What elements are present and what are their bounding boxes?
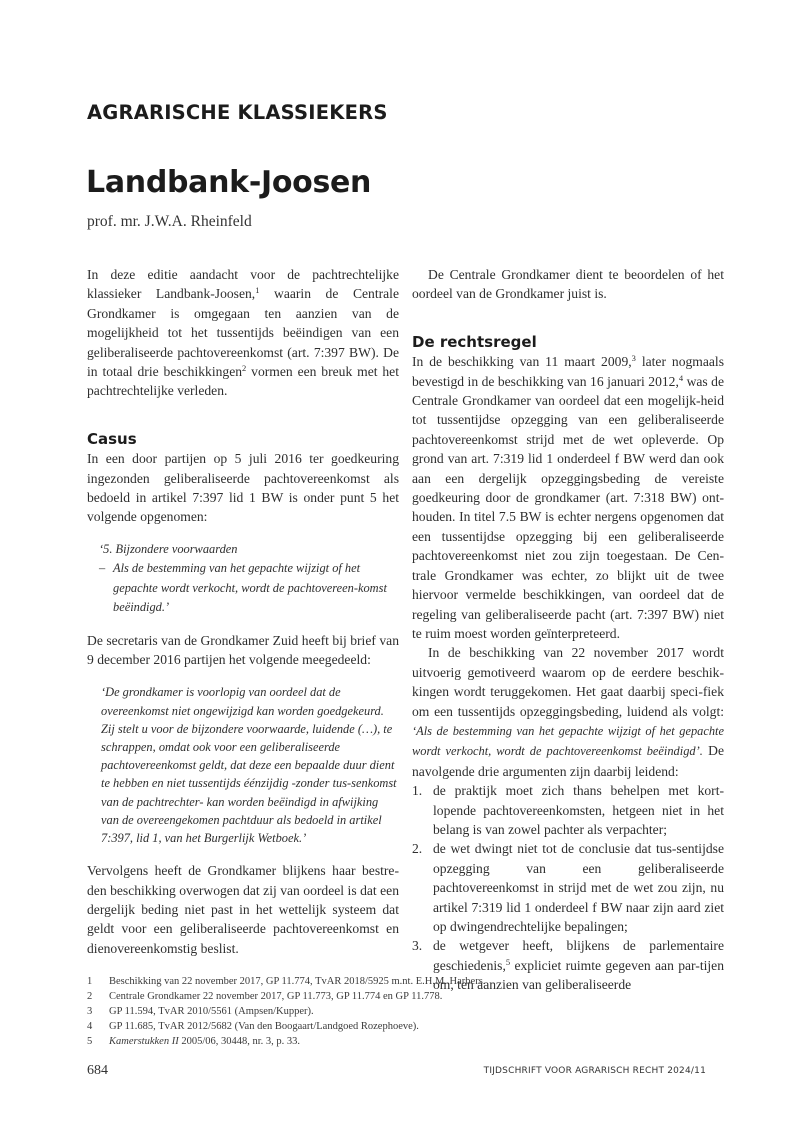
- footnote-ref-5[interactable]: 5: [505, 956, 511, 967]
- footnote-ref-4[interactable]: 4: [678, 372, 684, 383]
- grondkamer-quote: ‘De grondkamer is voorlopig van oordeel dat de overeenkomst niet ongewijzigd kan worden goedgekeurd. Zij stelt u voor de bijzondere voorwaarde, luidende (…), te schrappen, omdat ook voor een geliberaliseerde pachtovereenkomst geldt, dat deze een bepaalde duur dient te hebben en niet tussentijds éénzijdig -zonder tus-senkomst van de pachtrechter- kan worden beëindigd in afwijking van de overeengekomen pachtduur als bedoeld in artikel 7:397, lid 1, van het Burgerlijk Wetboek.’: [101, 685, 397, 845]
- footnote-ref-1[interactable]: 1: [255, 285, 260, 296]
- section-label: AGRARISCHE KLASSIEKERS: [87, 101, 388, 124]
- footnotes: [87, 974, 707, 1049]
- journal-name: TIJDSCHRIFT VOOR AGRARISCH RECHT 2024/11: [483, 1066, 706, 1076]
- arguments-list: [412, 781, 724, 994]
- clause-heading: ‘5. Bijzondere voorwaarden: [99, 541, 238, 556]
- right-column: [412, 265, 724, 995]
- intro-paragraph: In deze editie aandacht voor de pachtrechtelijke klassieker Landbank-Joosen,$^1$ waarin de Centrale Grondkamer is omgegaan ten aanzien van de mogelijkheid tot het tussentijds beëindigen van een geliberaliseerde pachtovereenkomst (art. 7:397 BW). De in totaal drie beschikkingen$^2$ vormen een breuk met het pachtrechtelijke verleden.: [87, 267, 399, 399]
- left-column: [87, 265, 399, 958]
- argument-item: 2. de wet dwingt niet tot de conclusie dat tus-sentijdse opzegging van een geliberaliseerde pachtovereenkomst in strijd met de wet zou zijn, nu artikel 7:319 lid 1 onderdeel f BW naar zijn aard ziet op dwingendrechtelijke bepalingen;: [412, 841, 724, 934]
- argument-item: 3. de wetgever heeft, blijkens de parlementaire geschiedenis,$^5$ expliciet ruimte gegeven aan par-tijen om, ten aanzien van geliberaliseerde: [412, 938, 724, 993]
- casus-paragraph-3: Vervolgens heeft de Grondkamer blijkens haar bestre-den beschikking overwogen dat zij van oordeel is dat een dergelijk beding niet past in het wettelijk systeem dat geldt voor een geliberaliseerde pachtovereenkomst en dienovereenkomstig beslist.: [87, 863, 399, 956]
- heading-rechtsregel: De rechtsregel: [412, 332, 537, 351]
- rechtsregel-paragraph-1: In de beschikking van 11 maart 2009,$^3$ later nogmaals bevestigd in de beschikking van 16 januari 2012,$^4$ was de Centrale Grondkamer van oordeel dat een mogelijk-heid tot tussentijdse opzegging van een geliberaliseerde pachtovereenkomst strijd met de wet opleverde. Op grond van art. 7:319 lid 1 onderdeel f BW werd dan ook aan een dergelijk opzeggingsbeding de vereiste goedkeuring door de grondkamer (art. 7:318 BW) ont-houden. In titel 7.5 BW is echter nergens opgenomen dat een tussentijdse opzegging bij een geliberaliseerde pachtovereenkomst niet zou zijn toegestaan. De Cen-trale Grondkamer was echter, zo blijkt uit de twee hiervoor vermelde beschikkingen, van oordeel dat de regeling van geliberaliseerde pacht (art. 7:397 BW) niet te ruim moest worden geïnterpreteerd.: [412, 353, 725, 641]
- inline-quote: ‘Als de bestemming van het gepachte wijzigt of het gepachte wordt verkocht, wordt de pachtovereenkomst beëindigd’.: [412, 723, 724, 759]
- footnote: 1 Beschikking van 22 november 2017, GP 11.774, TvAR 2018/5925 m.nt. E.H.M. Harbers.: [87, 976, 486, 987]
- argument-item: 1. de praktijk moet zich thans behelpen met kort-lopende pachtovereenkomsten, hetgeen niet in het belang is van zowel pachter als verpachter;: [412, 783, 724, 837]
- casus-paragraph-1: In een door partijen op 5 juli 2016 ter goedkeuring ingezonden geliberaliseerde pachtovereenkomst als bedoeld in artikel 7:397 lid 1 BW is onder punt 5 het volgende opgenomen:: [87, 451, 399, 525]
- footnote-ref-3[interactable]: 3: [631, 353, 636, 364]
- rechtsregel-paragraph-2: In de beschikking van 22 november 2017 wordt uitvoerig gemotiveerd waarom op de eerdere beschik-kingen wordt teruggekomen. Het gaat daarbij speci-fiek om een tussentijds opzeggingsbeding, luidend als volgt: ‘Als de bestemming van het gepachte wijzigt of het gepachte wordt verkocht, wordt de pachtovereenkomst beëindigd’. De navolgende drie argumenten zijn daarbij leidend:: [412, 645, 724, 779]
- footnote: 5 Kamerstukken II 2005/06, 30448, nr. 3, p. 33.: [87, 1036, 301, 1047]
- centrale-grondkamer-paragraph: De Centrale Grondkamer dient te beoordelen of het oordeel van de Grondkamer juist is.: [412, 267, 724, 302]
- clause-quote: [99, 540, 399, 618]
- page-number: 684: [87, 1063, 108, 1078]
- footnote-ref-2[interactable]: 2: [242, 363, 247, 374]
- heading-casus: Casus: [87, 429, 137, 448]
- footnote: 4 GP 11.685, TvAR 2012/5682 (Van den Boogaart/Landgoed Rozephoeve).: [87, 1021, 419, 1032]
- article-title: Landbank-Joosen: [86, 165, 372, 200]
- footnote: 3 GP 11.594, TvAR 2010/5561 (Ampsen/Kupper).: [87, 1006, 314, 1017]
- casus-paragraph-2: De secretaris van de Grondkamer Zuid heeft bij brief van 9 december 2016 partijen het volgende meegedeeld:: [87, 632, 399, 667]
- author-byline: prof. mr. J.W.A. Rheinfeld: [87, 213, 252, 230]
- clause-item: – Als de bestemming van het gepachte wijzigt of het gepachte wordt verkocht, wordt de pachtovereen-komst beëindigd.’: [99, 559, 399, 617]
- footnote: 2 Centrale Grondkamer 22 november 2017, GP 11.773, GP 11.774 en GP 11.778.: [87, 991, 443, 1002]
- dash-bullet-icon: –: [99, 561, 106, 576]
